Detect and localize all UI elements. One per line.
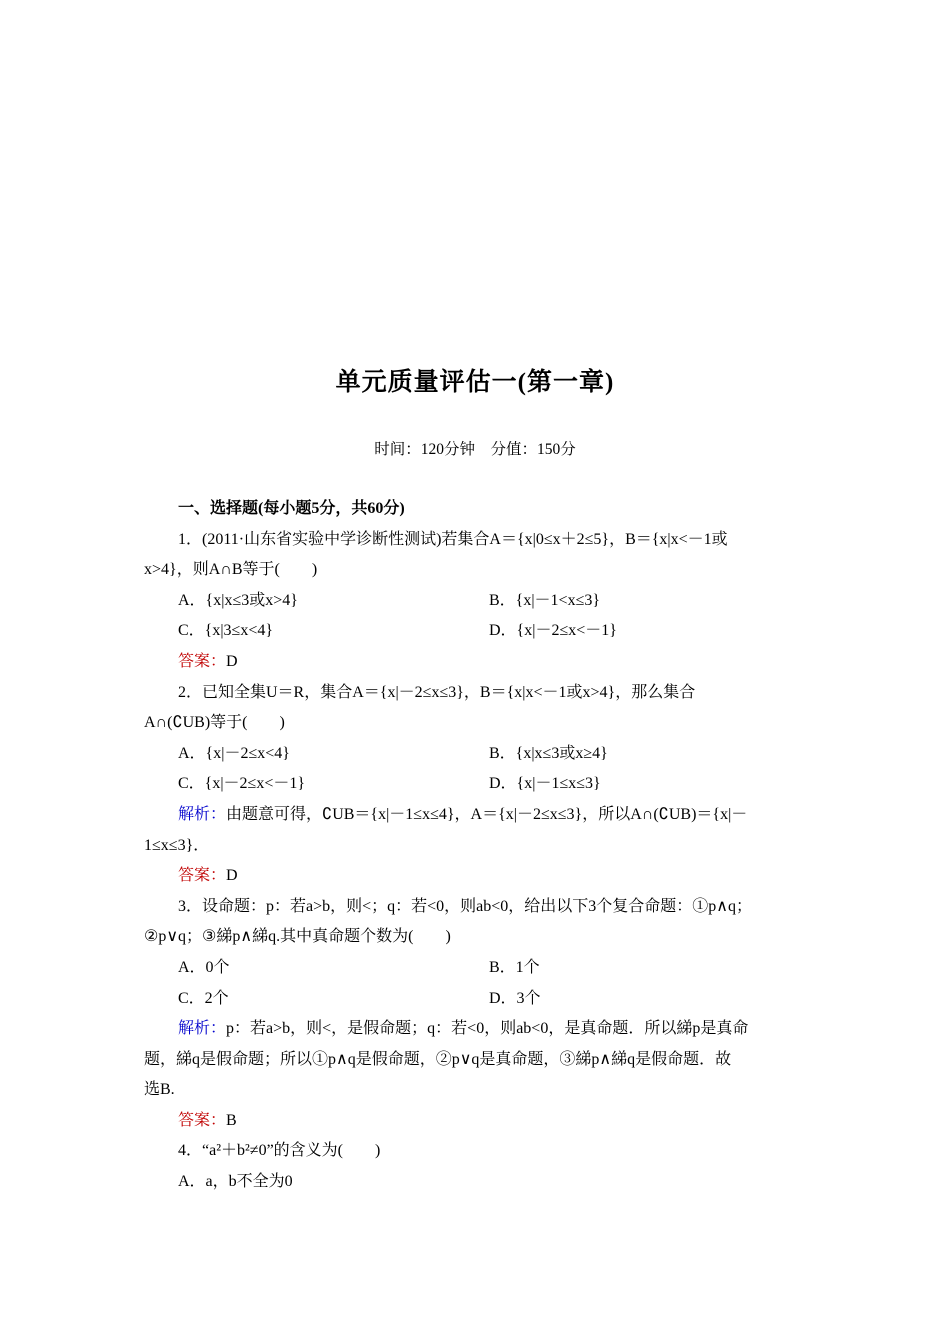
- option-b: B．{x|－1<x≤3}: [489, 591, 601, 609]
- question-1-text: 1．(2011·山东省实验中学诊断性测试)若集合A＝{x|0≤x＋2≤5}，B＝{x|x<－1或: [178, 530, 728, 548]
- question-3-explanation-end: 选B.: [144, 1081, 175, 1099]
- option-d: D．3个: [489, 989, 541, 1007]
- question-3-explanation: [144, 1014, 806, 1045]
- question-4-text: 4．“a²＋b²≠0”的含义为( ): [178, 1142, 381, 1160]
- question-1-options-cd: [144, 616, 806, 647]
- answer-label: 答案：: [178, 652, 227, 670]
- option-a: A．a，b不全为0: [178, 1173, 293, 1191]
- document-body: [144, 494, 806, 1198]
- question-2-options-ab: [144, 739, 806, 770]
- explanation-label: 解析：: [178, 805, 227, 823]
- option-c: C．{x|3≤x<4}: [178, 622, 274, 640]
- explanation-text: 由题意可得，∁UB＝{x|－1≤x≤4}，A＝{x|－2≤x≤3}，所以A∩(∁UB)＝{x|－: [226, 805, 748, 823]
- question-2-answer: [144, 861, 806, 892]
- question-2-text-cont: A∩(∁UB)等于( ): [144, 714, 285, 732]
- question-3-answer: [144, 1106, 806, 1137]
- option-a: A．0个: [178, 958, 230, 976]
- question-2-text: 2．已知全集U＝R，集合A＝{x|－2≤x≤3}，B＝{x|x<－1或x>4}，那么集合: [178, 683, 696, 701]
- section-heading: 一、选择题(每小题5分，共60分): [178, 500, 405, 517]
- question-2-explanation: [144, 800, 806, 831]
- page-title: 单元质量评估一(第一章): [335, 369, 615, 396]
- explanation-label: 解析：: [178, 1020, 227, 1038]
- answer-value: B: [226, 1111, 237, 1129]
- question-3-text: 3．设命题：p：若a>b，则<；q：若<0，则ab<0，给出以下3个复合命题：①p∧q；: [178, 897, 753, 915]
- option-c: C．2个: [178, 989, 229, 1007]
- option-d: D．{x|－2≤x<－1}: [489, 622, 617, 640]
- answer-value: D: [226, 652, 238, 670]
- question-2-explanation-cont: 1≤x≤3}．: [144, 836, 210, 854]
- question-1-text-cont: x>4}，则A∩B等于( ): [144, 561, 318, 579]
- option-a: A．{x|－2≤x<4}: [178, 744, 290, 762]
- option-b: B．{x|x≤3或x≥4}: [489, 744, 608, 762]
- question-3-explanation-cont: 题，綈q是假命题；所以①p∧q是假命题，②p∨q是真命题，③綈p∧綈q是假命题．故: [144, 1050, 732, 1068]
- question-1-answer: [144, 647, 806, 678]
- question-1-options-ab: [144, 586, 806, 617]
- option-c: C．{x|－2≤x<－1}: [178, 775, 306, 793]
- question-3-text-cont: ②p∨q；③綈p∧綈q.其中真命题个数为( ): [144, 928, 451, 946]
- question-2-options-cd: [144, 769, 806, 800]
- question-3-options-ab: [144, 953, 806, 984]
- option-d: D．{x|－1≤x≤3}: [489, 775, 601, 793]
- option-b: B．1个: [489, 958, 540, 976]
- question-3-options-cd: [144, 984, 806, 1015]
- exam-info: 时间：120分钟 分值：150分: [374, 441, 576, 458]
- answer-label: 答案：: [178, 1111, 227, 1129]
- answer-label: 答案：: [178, 867, 227, 885]
- answer-value: D: [226, 867, 238, 885]
- explanation-text: p：若a>b，则<，是假命题；q：若<0，则ab<0，是真命题．所以綈p是真命: [226, 1020, 749, 1038]
- option-a: A．{x|x≤3或x>4}: [178, 591, 298, 609]
